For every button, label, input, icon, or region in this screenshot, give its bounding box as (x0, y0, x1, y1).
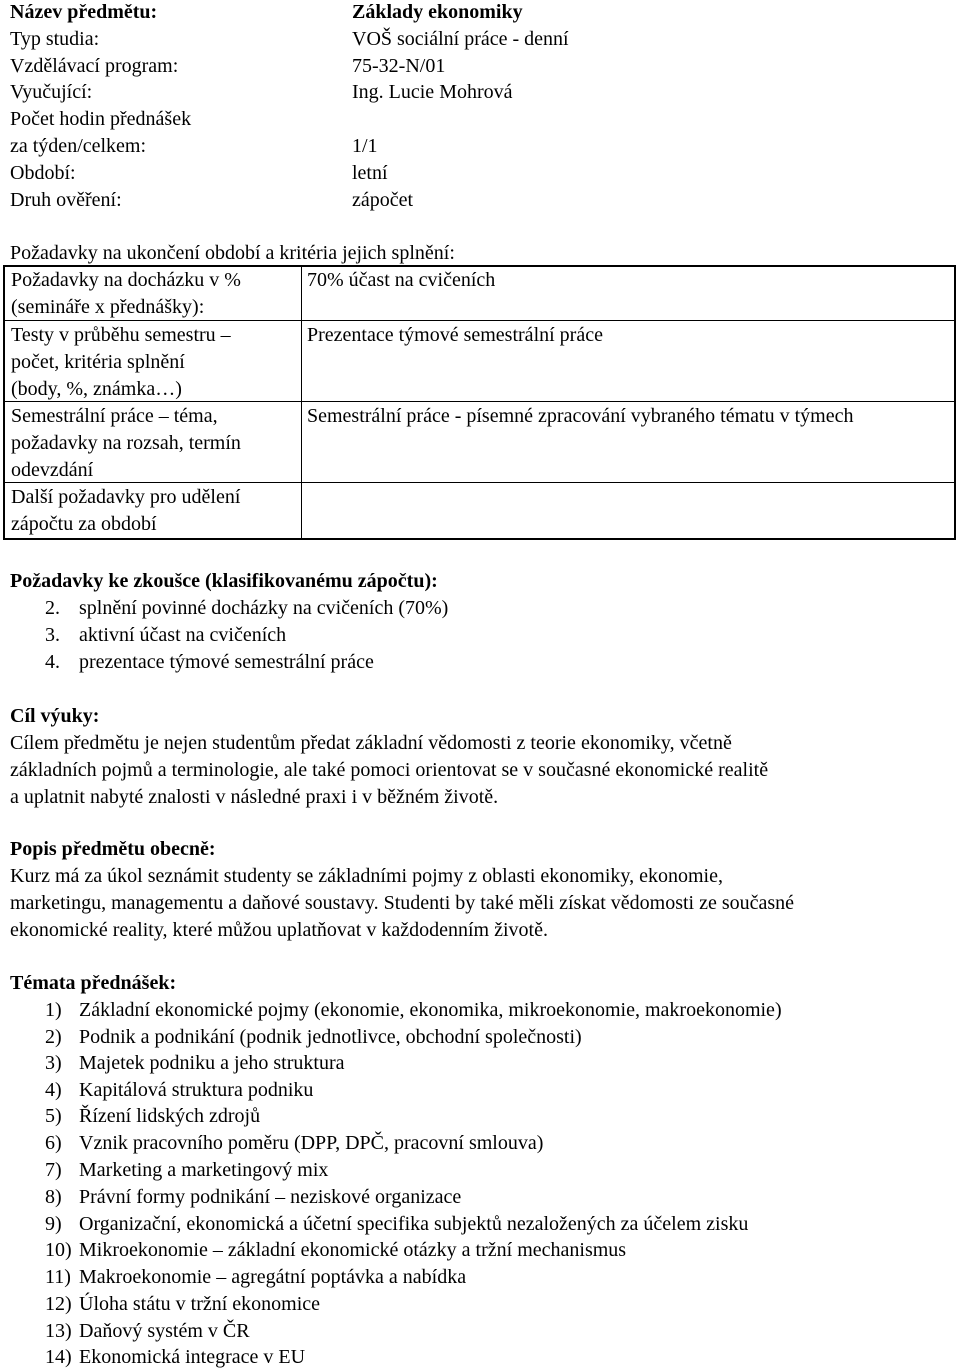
study-type-value: VOŠ sociální práce - denní (352, 28, 569, 50)
exam-heading: Požadavky ke zkoušce (klasifikovanému zápočtu): (10, 570, 438, 592)
hours-value: 1/1 (352, 135, 378, 157)
subject-value: Základy ekonomiky (352, 1, 523, 23)
table-row-label-line: Další požadavky pro udělení (11, 486, 241, 508)
list-item: Vznik pracovního poměru (DPP, DPČ, pracovní smlouva) (79, 1132, 544, 1154)
list-item: Daňový systém v ČR (79, 1320, 250, 1342)
list-item: Základní ekonomické pojmy (ekonomie, ekonomika, mikroekonomie, makroekonomie) (79, 999, 782, 1021)
hours-label-line-1: Počet hodin přednášek (10, 108, 192, 130)
paragraph-line: základních pojmů a terminologie, ale také pomoci orientovat se v současné ekonomické realitě (10, 759, 769, 781)
goal-heading: Cíl výuky: (10, 705, 100, 727)
table-row-label (11, 484, 240, 538)
list-item-number: 7) (45, 1159, 62, 1181)
table-row-label (11, 322, 231, 403)
table-row-label-line: počet, kritéria splnění (11, 351, 185, 373)
list-item-number: 13) (45, 1320, 72, 1342)
list-item-number: 4. (45, 651, 60, 673)
verification-value: zápočet (352, 189, 414, 211)
table-row-label-line: požadavky na rozsah, termín (11, 432, 241, 454)
verification-label: Druh ověření: (10, 189, 122, 211)
list-item-number: 6) (45, 1132, 62, 1154)
program-label: Vzdělávací program: (10, 55, 179, 77)
paragraph-line: ekonomické reality, které můžou uplatňovat v každodenním životě. (10, 919, 548, 941)
list-item: splnění povinné docházky na cvičeních (70%) (79, 597, 449, 619)
list-item-number: 1) (45, 999, 62, 1021)
list-item: aktivní účast na cvičeních (79, 624, 287, 646)
period-value: letní (352, 162, 388, 184)
description-heading: Popis předmětu obecně: (10, 838, 216, 860)
period-label: Období: (10, 162, 76, 184)
list-item: Řízení lidských zdrojů (79, 1105, 261, 1127)
table-row-label-line: Požadavky na docházku v % (11, 269, 241, 291)
paragraph-line: Cílem předmětu je nejen studentům předat základní vědomosti z teorie ekonomiky, včetně (10, 732, 732, 754)
list-item: Úloha státu v tržní ekonomice (79, 1293, 321, 1315)
program-value: 75-32-N/01 (352, 55, 446, 77)
hours-label-line-2: za týden/celkem: (10, 135, 147, 157)
list-item: Makroekonomie – agregátní poptávka a nabídka (79, 1266, 467, 1288)
table-column-divider (301, 267, 302, 538)
list-item: Ekonomická integrace v EU (79, 1346, 306, 1368)
table-row-label-line: Testy v průběhu semestru – (11, 324, 231, 346)
list-item: Marketing a marketingový mix (79, 1159, 329, 1181)
list-item-number: 2. (45, 597, 60, 619)
table-row-label-line: (body, %, známka…) (11, 378, 182, 400)
list-item: prezentace týmové semestrální práce (79, 651, 374, 673)
table-row-label-line: (semináře x přednášky): (11, 296, 205, 318)
paragraph-line: marketingu, managementu a daňové soustavy. Studenti by také měli získat vědomosti ze současné (10, 892, 795, 914)
list-item: Podnik a podnikání (podnik jednotlivce, obchodní společnosti) (79, 1026, 582, 1048)
list-item-number: 8) (45, 1186, 62, 1208)
list-item-number: 5) (45, 1105, 62, 1127)
list-item: Mikroekonomie – základní ekonomické otázky a tržní mechanismus (79, 1239, 627, 1261)
list-item-number: 9) (45, 1213, 62, 1235)
teacher-value: Ing. Lucie Mohrová (352, 81, 513, 103)
subject-label: Název předmětu: (10, 1, 158, 23)
teacher-label: Vyučující: (10, 81, 93, 103)
table-row-value: Semestrální práce - písemné zpracování vybraného tématu v týmech (307, 405, 854, 427)
table-row-label-line: Semestrální práce – téma, (11, 405, 218, 427)
study-type-label: Typ studia: (10, 28, 100, 50)
paragraph-line: Kurz má za úkol seznámit studenty se základními pojmy z oblasti ekonomiky, ekonomie, (10, 865, 723, 887)
table-row-value: Prezentace týmové semestrální práce (307, 324, 603, 346)
topics-heading: Témata přednášek: (10, 972, 177, 994)
list-item-number: 14) (45, 1346, 72, 1368)
list-item-number: 10) (45, 1239, 72, 1261)
table-row-value: 70% účast na cvičeních (307, 269, 496, 291)
table-row-label-line: odevzdání (11, 459, 94, 481)
list-item-number: 3) (45, 1052, 62, 1074)
requirements-heading: Požadavky na ukončení období a kritéria jejich splnění: (10, 242, 455, 264)
table-row-label-line: zápočtu za období (11, 513, 157, 535)
list-item: Právní formy podnikání – neziskové organizace (79, 1186, 462, 1208)
list-item: Organizační, ekonomická a účetní specifika subjektů nezaložených za účelem zisku (79, 1213, 749, 1235)
paragraph-line: a uplatnit nabyté znalosti v následné praxi i v běžném životě. (10, 786, 499, 808)
table-row-label (11, 267, 241, 321)
list-item-number: 2) (45, 1026, 62, 1048)
requirements-table (3, 265, 956, 540)
list-item-number: 3. (45, 624, 60, 646)
list-item: Kapitálová struktura podniku (79, 1079, 314, 1101)
list-item-number: 11) (45, 1266, 71, 1288)
list-item-number: 4) (45, 1079, 62, 1101)
list-item: Majetek podniku a jeho struktura (79, 1052, 345, 1074)
list-item-number: 12) (45, 1293, 72, 1315)
table-row-label (11, 403, 241, 484)
